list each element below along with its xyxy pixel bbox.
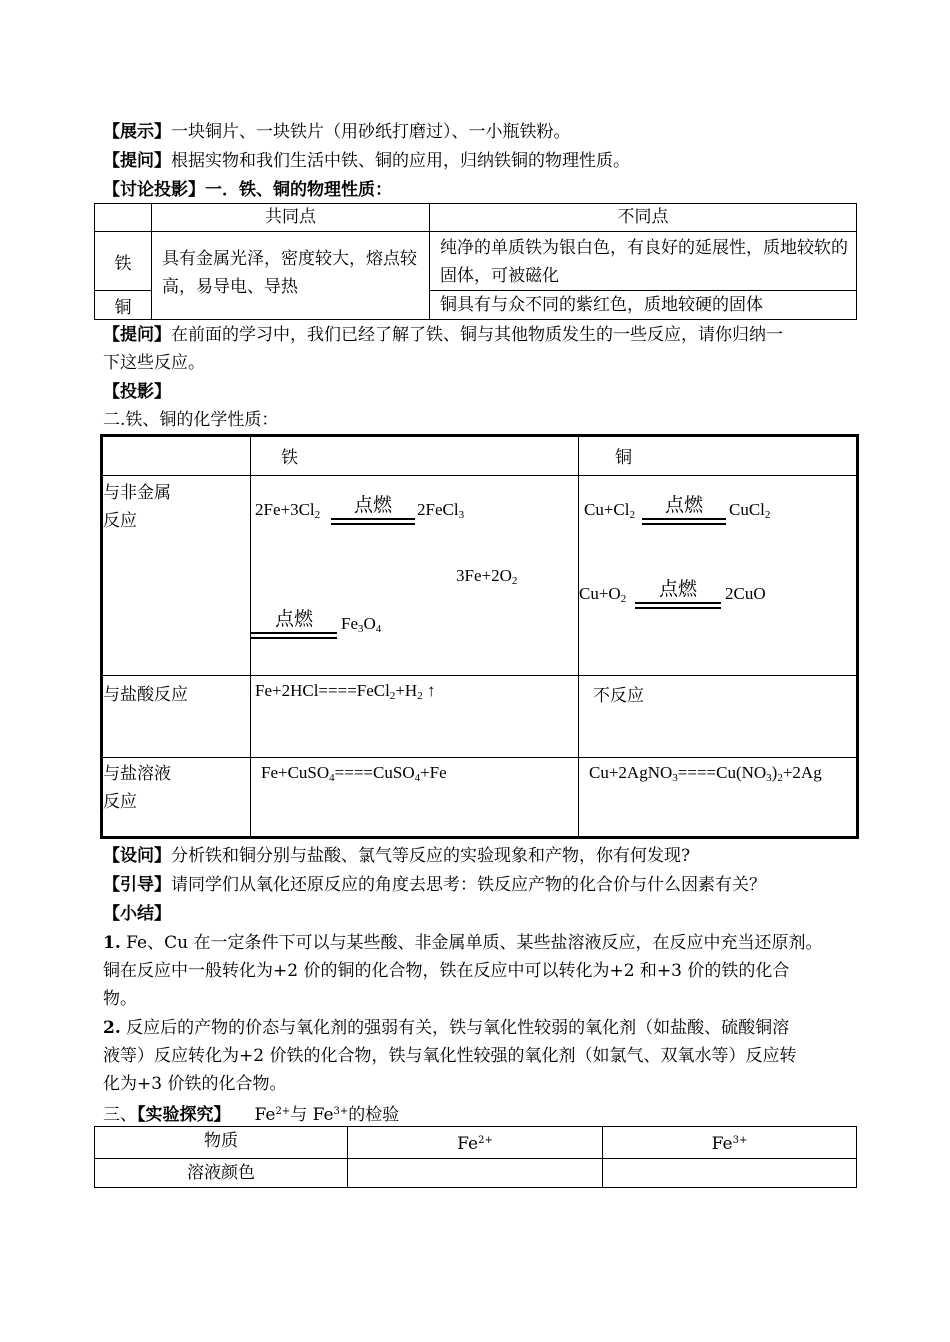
condition-ignite-2: 点燃 xyxy=(251,608,337,639)
header-different: 不同点 xyxy=(430,204,857,232)
tag-question2: 【提问】 xyxy=(103,325,171,345)
eq-fe-o2-reactants: $3Fe+2O_2$ xyxy=(456,566,518,587)
summary-p1-line1: 1. Fe、Cu 在一定条件下可以与某些酸、非金属单质、某些盐溶液反应，在反应中充当还原剂。 xyxy=(103,933,823,953)
header-substance: 物质 xyxy=(95,1127,348,1159)
section3-title: 三、【实验探究】 $Fe^{2+}$与 $Fe^{3+}$的检验 xyxy=(103,1105,400,1125)
eq-fe-cl2-product: 2FeCl$_3$ xyxy=(417,500,465,521)
eq-cu-agno3: $Cu+2AgNO_3====Cu(NO_3)_2+2Ag$ xyxy=(589,763,822,784)
tag-show: 【展示】 xyxy=(103,122,171,142)
eq-cu-o2-reactants: $Cu+O_2$ xyxy=(579,584,627,605)
copper-nonmetal-cell xyxy=(579,476,858,676)
section1-title: 【讨论投影】一．铁、铜的物理性质： xyxy=(103,180,392,200)
guide-text: 请同学们从氧化还原反应的角度去思考：铁反应产物的化合价与什么因素有关？ xyxy=(171,875,766,895)
eq-fe-hcl: $Fe+2HCl====FeCl_2+H_2$ ↑ xyxy=(255,681,436,702)
eq-fe-o2-product: $Fe_3O_4$ xyxy=(341,614,382,635)
eq-fe-cuso4: Fe+CuSO$_4$====CuSO$_4$+Fe xyxy=(261,763,447,784)
eq-cu-cl2-reactants: $Cu+Cl_2$ xyxy=(584,500,635,521)
row-label-iron: 铁 xyxy=(95,232,152,291)
row-label-nonmetal xyxy=(102,476,251,676)
summary-p2-line3: 化为+3 价铁的化合物。 xyxy=(103,1074,287,1094)
header-fe2: $Fe^{2+}$ xyxy=(348,1127,603,1159)
fe2-color-cell xyxy=(348,1159,603,1188)
common-properties: 具有金属光泽，密度较大，熔点较高，易导电、导热 xyxy=(152,232,430,320)
nonmetal-label-1: 与非金属 xyxy=(103,483,171,503)
copper-hcl-cell: 不反应 xyxy=(579,676,858,758)
iron-salt-cell xyxy=(251,758,579,838)
header-iron: 铁 xyxy=(251,436,579,476)
summary-p2-line1: 2. 反应后的产物的价态与氧化剂的强弱有关，铁与氧化性较弱的氧化剂（如盐酸、硫酸铜溶 xyxy=(103,1018,790,1038)
tag-question: 【提问】 xyxy=(103,151,171,171)
row-solution-color: 溶液颜色 xyxy=(95,1159,348,1188)
summary-p1-line3: 物。 xyxy=(103,989,137,1009)
question-line xyxy=(103,150,630,172)
physical-properties-table xyxy=(94,203,857,320)
nonmetal-label-2: 反应 xyxy=(103,511,137,531)
summary-tag: 【小结】 xyxy=(103,904,171,924)
iron-nonmetal-cell xyxy=(251,476,579,676)
eq-fe-cl2-reactants: $2Fe+3Cl_2$ xyxy=(255,500,321,521)
condition-ignite-1: 点燃 xyxy=(331,494,415,525)
iron-difference: 纯净的单质铁为银白色，有良好的延展性，质地较软的固体，可被磁化 xyxy=(430,232,857,291)
summary-p1-line2: 铜在反应中一般转化为+2 价的铜的化合物，铁在反应中可以转化为+2 和+3 价的铁的化合 xyxy=(103,961,790,981)
guide-line xyxy=(103,874,766,896)
chemical-properties-table xyxy=(100,434,859,839)
ask-text: 分析铁和铜分别与盐酸、氯气等反应的实验现象和产物，你有何发现? xyxy=(171,846,691,866)
projection-tag: 【投影】 xyxy=(103,382,171,402)
tag-ask: 【设问】 xyxy=(103,846,171,866)
question2-line1 xyxy=(103,324,783,346)
salt-label-1: 与盐溶液 xyxy=(103,764,171,784)
condition-ignite-4: 点燃 xyxy=(635,578,721,609)
section2-title: 二.铁、铜的化学性质： xyxy=(103,410,279,430)
copper-salt-cell xyxy=(579,758,858,838)
row-label-hcl: 与盐酸反应 xyxy=(102,676,251,758)
experiment-table xyxy=(94,1126,857,1188)
question-text: 根据实物和我们生活中铁、铜的应用，归纳铁铜的物理性质。 xyxy=(171,151,630,171)
question2-line2: 下这些反应。 xyxy=(103,353,205,373)
header-copper: 铜 xyxy=(579,436,858,476)
summary-p2-line2: 液等）反应转化为+2 价铁的化合物，铁与氧化性较强的氧化剂（如氯气、双氧水等）反应转 xyxy=(103,1046,797,1066)
iron-hcl-cell xyxy=(251,676,579,758)
fe3-color-cell xyxy=(603,1159,857,1188)
tag-guide: 【引导】 xyxy=(103,875,171,895)
eq-cu-o2-product: 2CuO xyxy=(725,584,766,603)
condition-ignite-3: 点燃 xyxy=(642,494,726,525)
ask-line xyxy=(103,845,690,867)
copper-difference: 铜具有与众不同的紫红色，质地较硬的固体 xyxy=(430,291,857,320)
row-label-copper: 铜 xyxy=(95,291,152,320)
row-label-salt xyxy=(102,758,251,838)
show-text: 一块铜片、一块铁片（用砂纸打磨过）、一小瓶铁粉。 xyxy=(171,122,571,142)
salt-label-2: 反应 xyxy=(103,792,137,812)
header-fe3: $Fe^{3+}$ xyxy=(603,1127,857,1159)
header-common: 共同点 xyxy=(152,204,430,232)
show-line xyxy=(103,121,571,143)
question2-text: 在前面的学习中，我们已经了解了铁、铜与其他物质发生的一些反应，请你归纳一 xyxy=(171,325,783,345)
eq-cu-cl2-product: CuCl$_2$ xyxy=(729,500,771,521)
